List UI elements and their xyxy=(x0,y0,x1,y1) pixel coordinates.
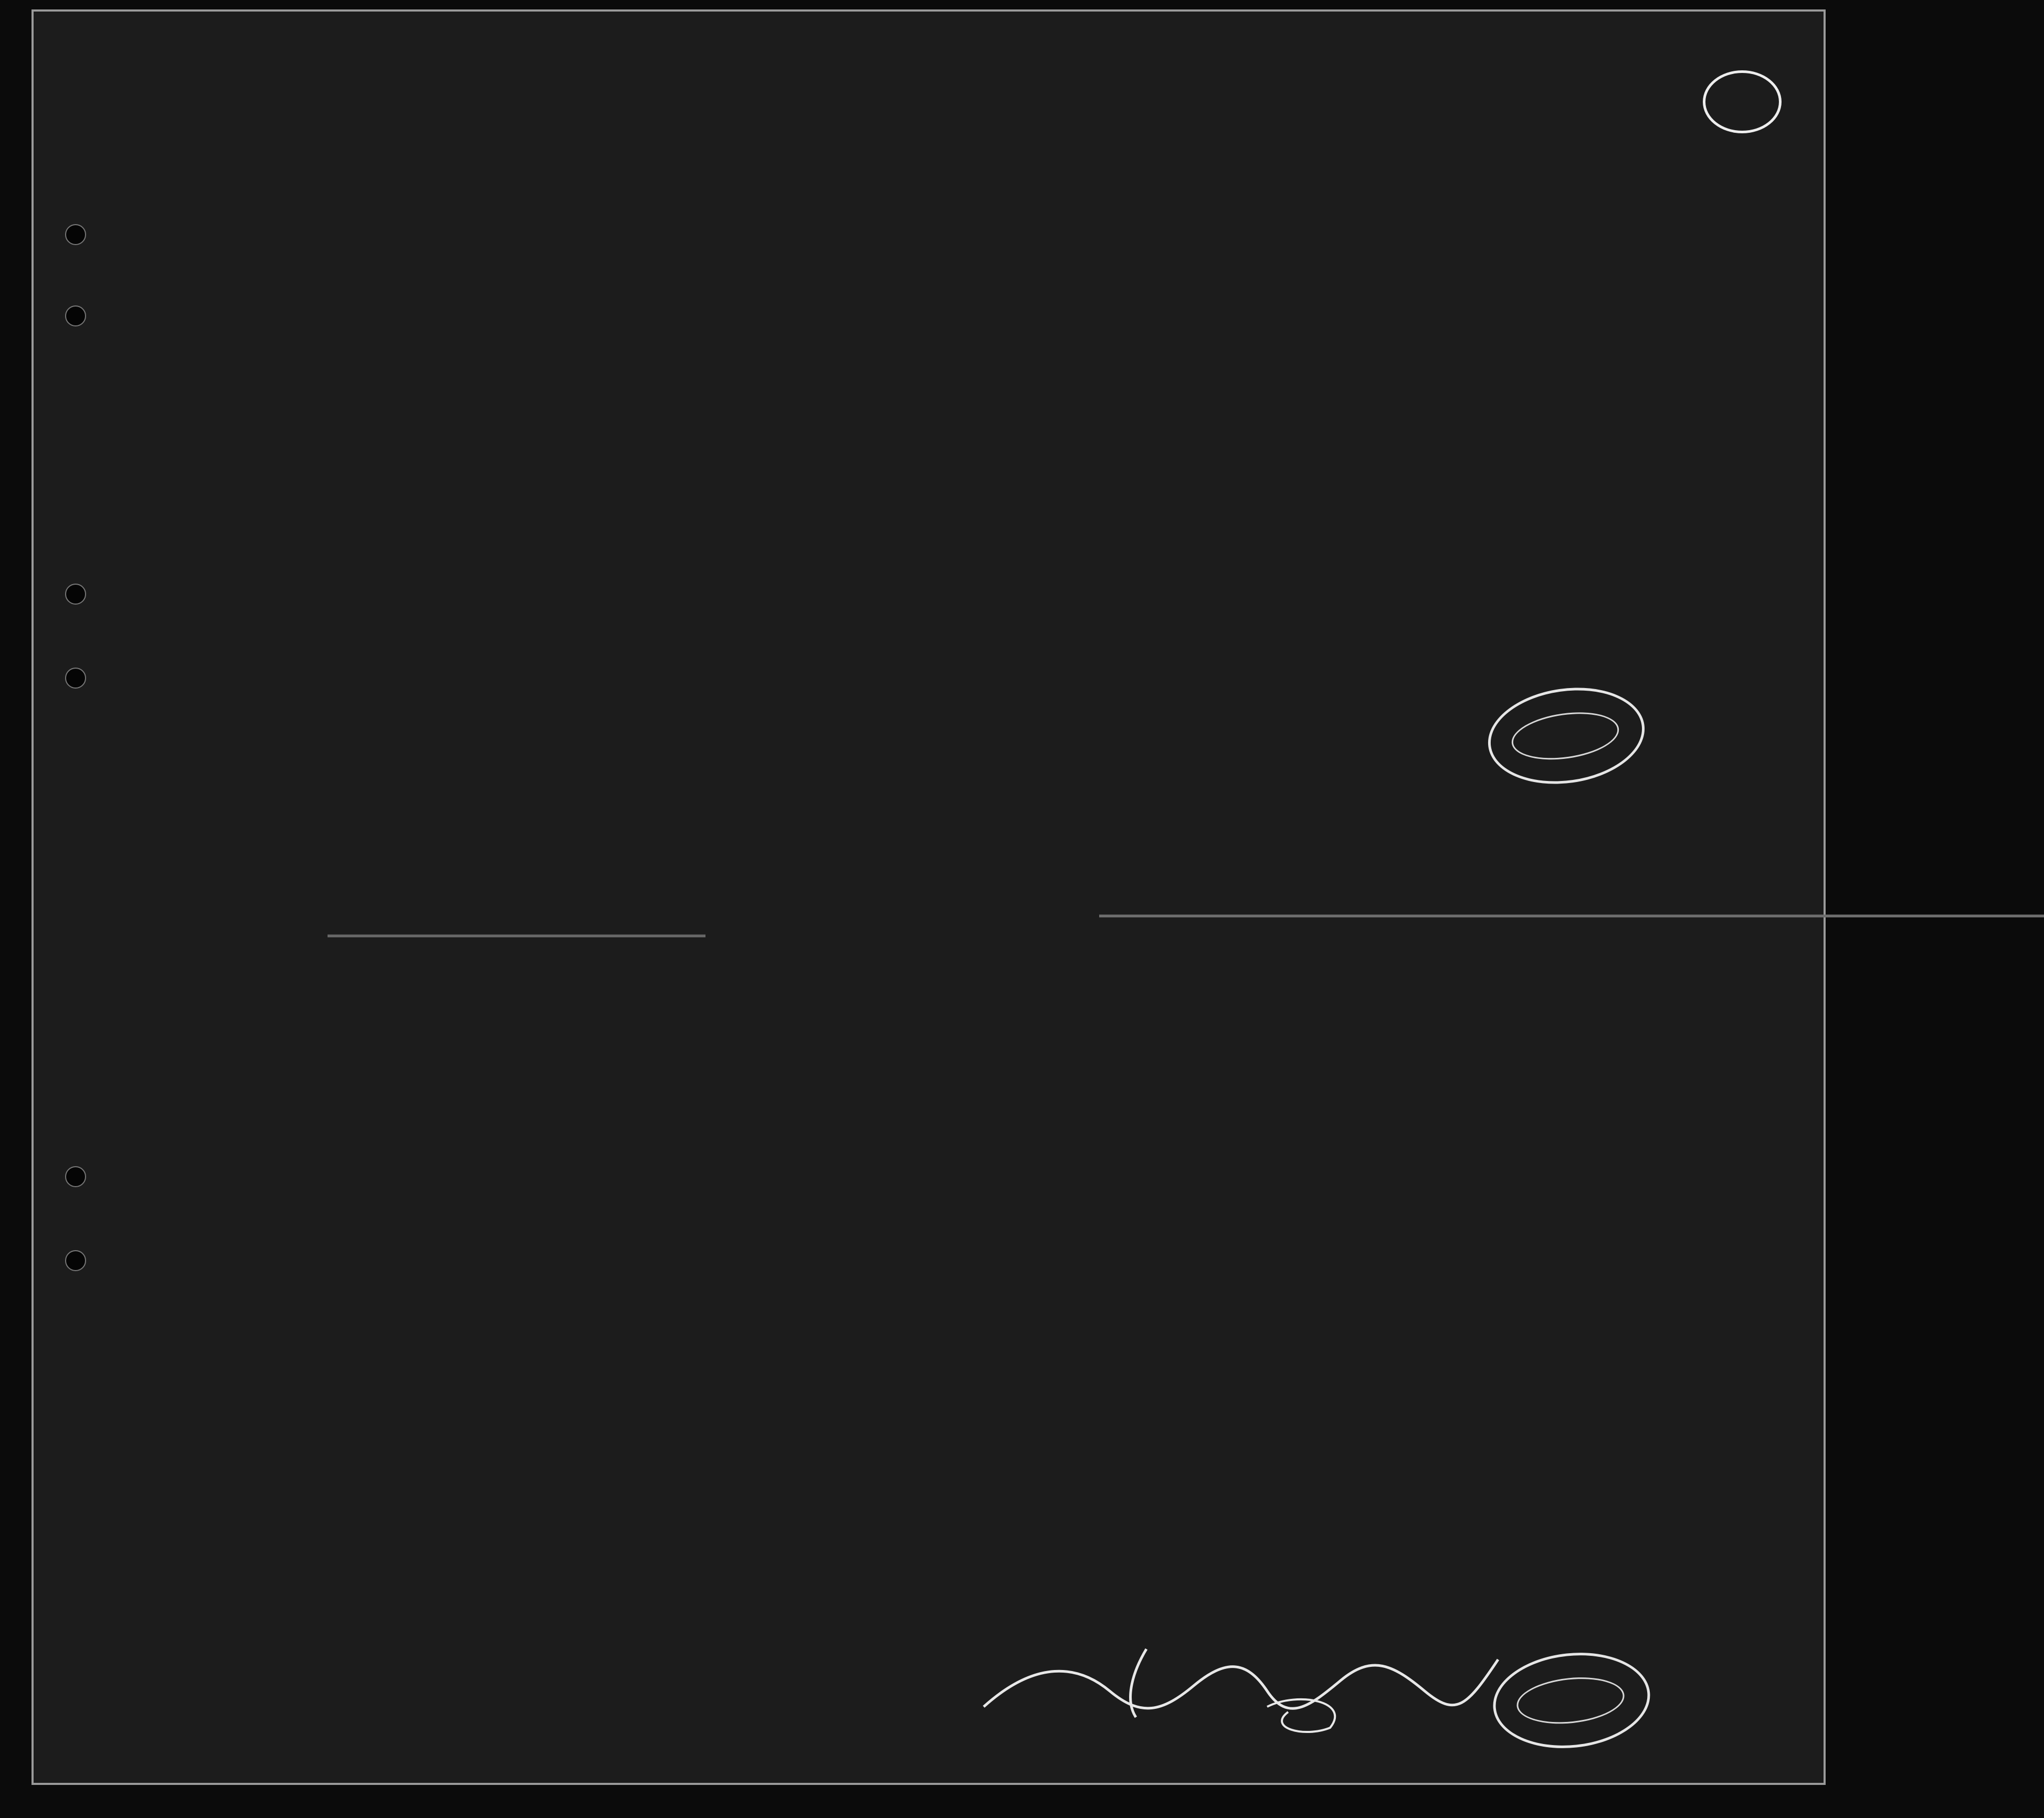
inspector-signature xyxy=(973,1628,1524,1733)
binder-hole xyxy=(65,305,86,326)
table-grid xyxy=(34,12,2044,1783)
bleed-through-list: ▬▬▬▬▬▬▬▬▬▬▬▬▬▬▬▬▬▬▬▬▬▬▬▬▬▬▬▬▬▬▬▬▬▬▬▬▬▬▬▬ xyxy=(328,929,705,939)
bleed-through-text: ▬▬▬▬▬▬▬▬▬▬▬▬▬▬▬▬▬▬▬▬▬▬▬▬▬▬▬▬▬▬▬▬▬▬▬▬▬▬▬▬▬▬▬▬▬▬▬▬▬▬▬▬▬▬▬▬▬▬▬▬▬▬▬▬▬▬▬▬▬▬▬▬▬▬▬▬▬▬▬▬▬▬▬▬▬▬▬▬▬▬▬▬▬▬▬▬▬▬▬▬ xyxy=(1099,909,2044,919)
stamp-date xyxy=(1509,706,1622,766)
binder-hole xyxy=(65,668,86,689)
binder-hole xyxy=(65,1250,86,1271)
binder-hole xyxy=(65,1166,86,1187)
binder-hole xyxy=(65,224,86,245)
stamp-date xyxy=(1514,1673,1627,1729)
manifest-sheet xyxy=(31,9,2044,1785)
binder-hole xyxy=(65,584,86,605)
